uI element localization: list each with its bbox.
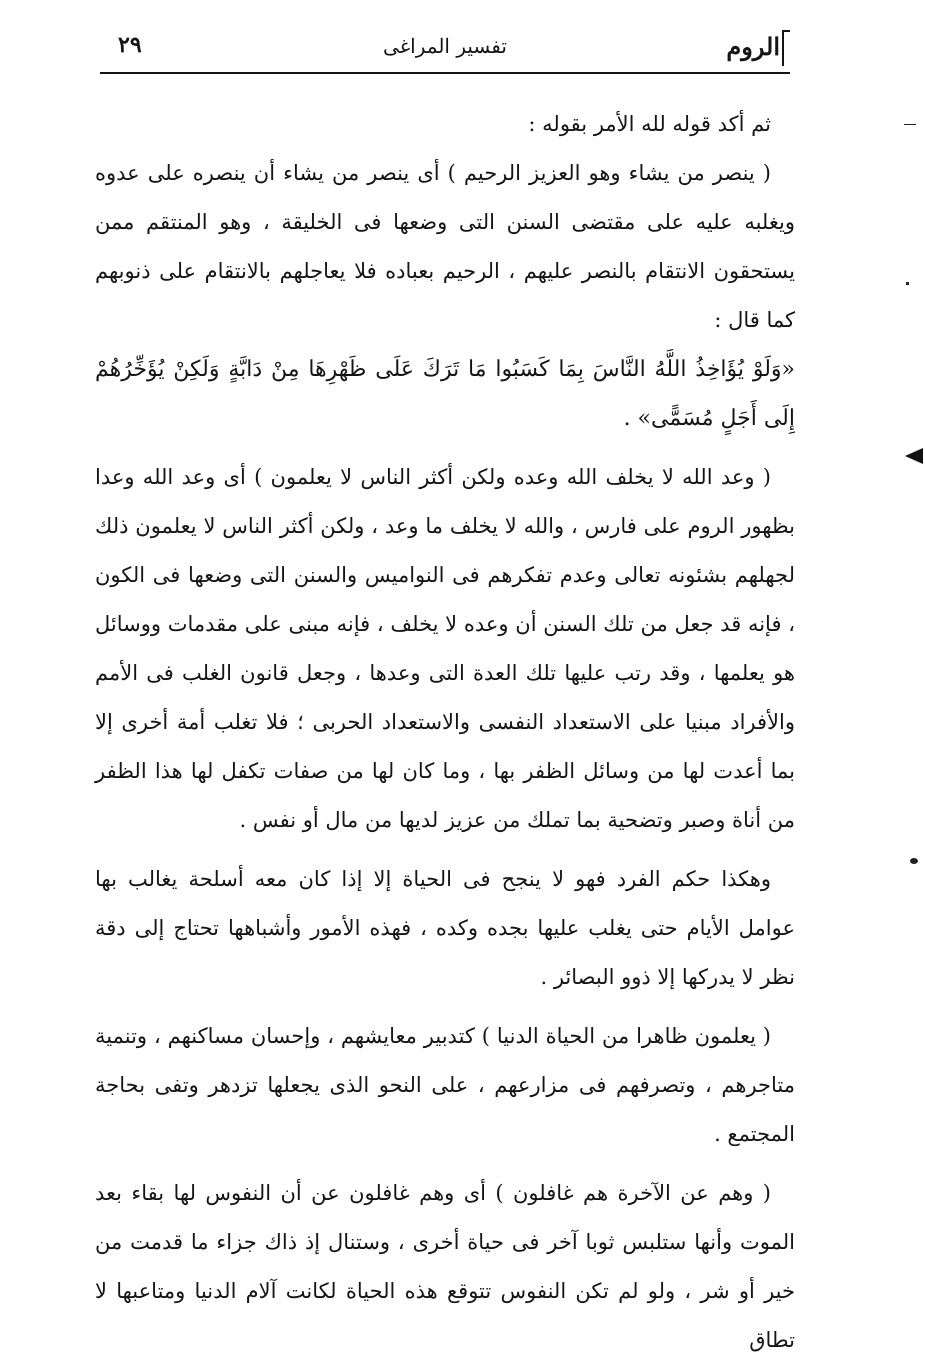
margin-mark — [905, 448, 923, 464]
body-text — [95, 100, 795, 1365]
paragraph-individual: وهكذا حكم الفرد فهو لا ينجح فى الحياة إلا إذا كان معه أسلحة يغالب بها عوامل الأيام حتى يغلب عليها بجده وكده ، فهذه الأمور وأشباهها تحتاج إلى دقة نظر لا يدركها إلا ذوو البصائر . — [95, 867, 795, 989]
margin-speck — [906, 282, 909, 285]
paragraph-promise: ( وعد الله لا يخلف الله وعده ولكن أكثر الناس لا يعلمون ) أى وعد الله وعدا بظهور الروم على فارس ، والله لا يخلف ما وعد ، ولكن أكثر الناس لا يعلمون ذلك لجهلهم بشئونه تعالى وعدم تفكرهم فى النواميس والسنن التى وضعها فى الكون ، فإنه قد جعل من تلك السنن أن وعده لا يخلف ، فإنه مبنى على مقدمات ووسائل هو يعلمها ، وقد رتب عليها تلك العدة التى وعدها ، وجعل قانون الغلب فى الأمم والأفراد مبنيا على الاستعداد النفسى والاستعداد الحربى ؛ فلا تغلب أمة أخرى إلا بما أعدت لها من وسائل الظفر بها ، وما كان لها من صفات تكفل لها هذا الظفر من أناة وصبر وتضحية بما تملك من عزيز لديها من مال أو نفس . — [95, 465, 795, 832]
margin-speck — [910, 858, 918, 864]
chapter-name: الروم — [726, 32, 780, 61]
page-number: ٢٩ — [118, 32, 142, 58]
quran-verse: «وَلَوْ يُؤَاخِذُ اللَّهُ النَّاسَ بِمَا كَسَبُوا مَا تَرَكَ عَلَى ظَهْرِهَا مِنْ دَابَّةٍ وَلَكِنْ يُؤَخِّرُهُمْ إِلَى أَجَلٍ مُسَمًّى» . — [95, 357, 795, 431]
paragraph-hereafter: ( وهم عن الآخرة هم غافلون ) أى وهم غافلون عن أن النفوس لها بقاء بعد الموت وأنها ستلبس ثوبا آخر فى حياة أخرى ، وستنال إذ ذاك جزاء ما قدمت من خير أو شر ، ولو لم تكن النفوس تتوقع هذه الحياة لكانت آلام الدنيا ومتاعبها لا تطاق — [95, 1181, 795, 1352]
paragraph-worldly: ( يعلمون ظاهرا من الحياة الدنيا ) كتدبير معايشهم ، وإحسان مساكنهم ، وتنمية متاجرهم ، وتصرفهم فى مزارعهم ، على النحو الذى يجعلها تزدهر وتفى بحاجة المجتمع . — [95, 1024, 795, 1146]
header-rule — [100, 72, 790, 74]
paragraph-victory: ( ينصر من يشاء وهو العزيز الرحيم ) أى ينصر من يشاء أن ينصره على عدوه ويغلبه عليه على مقتضى السنن التى وضعها فى الخليقة ، وهو المنتقم ممن يستحقون الانتقام بالنصر عليهم ، الرحيم بعباده فلا يعاجلهم بالانتقام على ذنوبهم كما قال : — [95, 161, 795, 332]
book-title: تفسير المراغى — [383, 34, 507, 58]
page-header — [100, 30, 790, 74]
margin-speck — [904, 124, 916, 125]
paragraph-intro: ثم أكد قوله لله الأمر بقوله : — [528, 112, 771, 136]
